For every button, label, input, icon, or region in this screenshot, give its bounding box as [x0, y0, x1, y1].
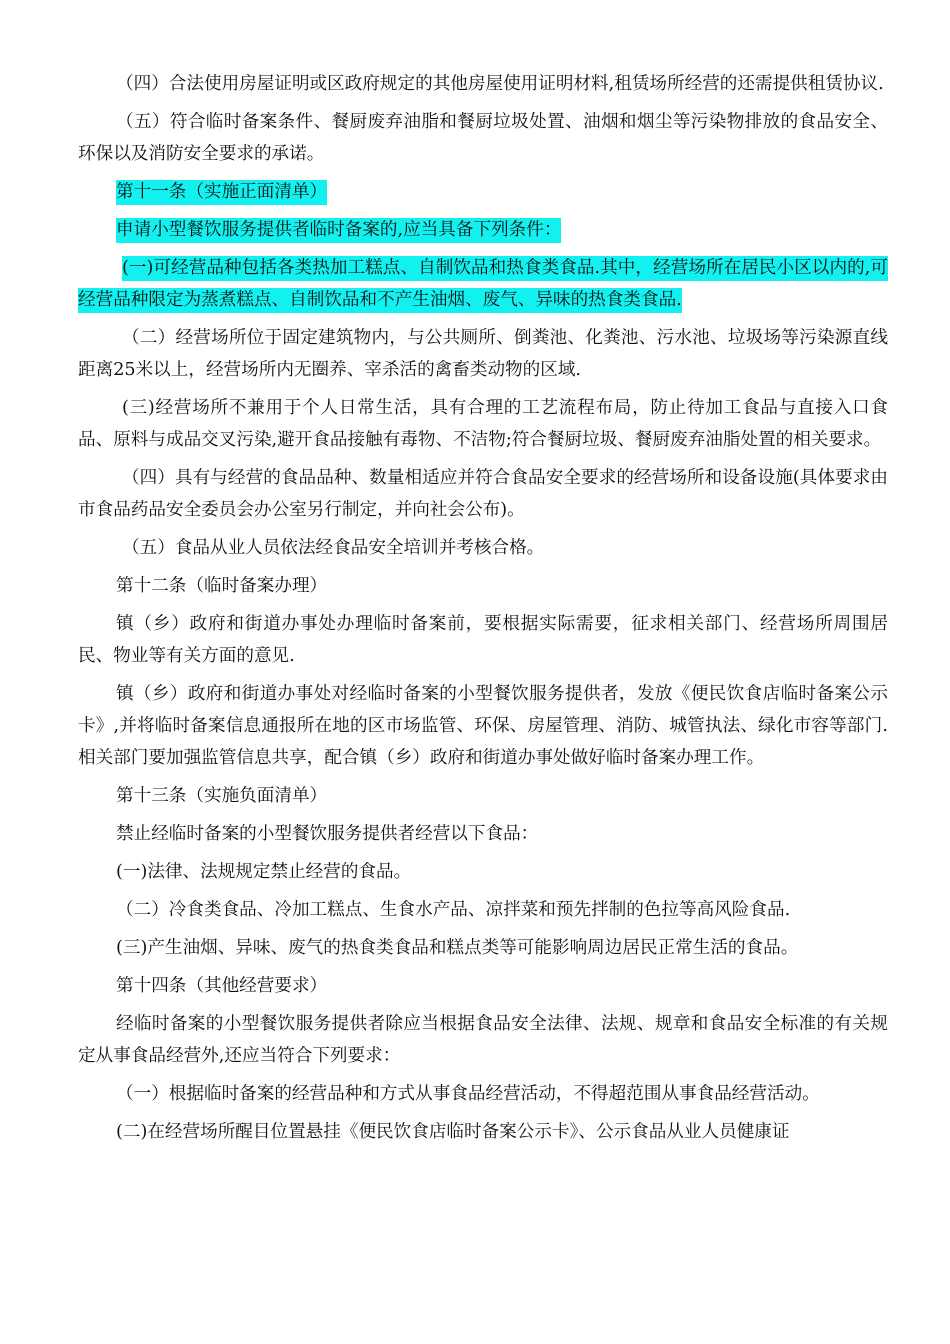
paragraph-text: 第十三条（实施负面清单） — [116, 786, 328, 806]
article-11-item-3 — [78, 392, 888, 456]
article-11-heading — [78, 176, 888, 208]
article-11-item-1 — [78, 252, 888, 316]
article-12-heading — [78, 570, 888, 602]
paragraph-text: 第十四条（其他经营要求） — [116, 976, 328, 996]
paragraph-text: （二）经营场所位于固定建筑物内，与公共厕所、倒粪池、化粪池、污水池、垃圾场等污染源直线距离25米以上，经营场所内无圈养、宰杀活的禽畜类动物的区域. — [78, 328, 888, 380]
paragraph-text: (三)经营场所不兼用于个人日常生活，具有合理的工艺流程布局，防止待加工食品与直接入口食品、原料与成品交叉污染,避开食品接触有毒物、不洁物;符合餐厨垃圾、餐厨废弃油脂处置的相关要求。 — [78, 398, 888, 450]
paragraph-text: 镇（乡）政府和街道办事处对经临时备案的小型餐饮服务提供者，发放《便民饮食店临时备案公示卡》,并将临时备案信息通报所在地的区市场监管、环保、房屋管理、消防、城管执法、绿化市容等部门.相关部门要加强监管信息共享，配合镇（乡）政府和街道办事处做好临时备案办理工作。 — [78, 684, 888, 768]
paragraph-text: （五）符合临时备案条件、餐厨废弃油脂和餐厨垃圾处置、油烟和烟尘等污染物排放的食品安全、环保以及消防安全要求的承诺。 — [78, 112, 888, 164]
article-11-intro — [78, 214, 888, 246]
paragraph-text: （四）合法使用房屋证明或区政府规定的其他房屋使用证明材料,租赁场所经营的还需提供租赁协议. — [116, 74, 884, 94]
article-11-item-2 — [78, 322, 888, 386]
article-13-item-1 — [78, 856, 888, 888]
highlighted-text: 第十一条（实施正面清单） — [116, 180, 327, 205]
paragraph-text: (三)产生油烟、异味、废气的热食类食品和糕点类等可能影响周边居民正常生活的食品。 — [116, 938, 799, 958]
article-13-intro — [78, 818, 888, 850]
article-11-item-5 — [78, 532, 888, 564]
paragraph-text: （二）冷食类食品、冷加工糕点、生食水产品、凉拌菜和预先拌制的色拉等高风险食品. — [116, 900, 791, 920]
paragraph-text: (一)法律、法规规定禁止经营的食品。 — [116, 862, 412, 882]
paragraph-text: 禁止经临时备案的小型餐饮服务提供者经营以下食品： — [116, 824, 539, 844]
article-13-item-3 — [78, 932, 888, 964]
article-14-intro — [78, 1008, 888, 1072]
article-11-item-4 — [78, 462, 888, 526]
article-14-item-1 — [78, 1078, 888, 1110]
paragraph-text: （四）具有与经营的食品品种、数量相适应并符合食品安全要求的经营场所和设备设施(具体要求由市食品药品安全委员会办公室另行制定，并向社会公布)。 — [78, 468, 888, 520]
paragraph-text: （五）食品从业人员依法经食品安全培训并考核合格。 — [122, 538, 545, 558]
paragraph-housing-proof — [78, 68, 888, 100]
paragraph-commitment — [78, 106, 888, 170]
article-14-heading — [78, 970, 888, 1002]
paragraph-text: 经临时备案的小型餐饮服务提供者除应当根据食品安全法律、法规、规章和食品安全标准的有关规定从事食品经营外,还应当符合下列要求： — [78, 1014, 888, 1066]
paragraph-text: （一）根据临时备案的经营品种和方式从事食品经营活动，不得超范围从事食品经营活动。 — [116, 1084, 820, 1104]
article-13-item-2 — [78, 894, 888, 926]
paragraph-text: 第十二条（临时备案办理） — [116, 576, 328, 596]
article-13-heading — [78, 780, 888, 812]
highlighted-text: 申请小型餐饮服务提供者临时备案的,应当具备下列条件： — [116, 218, 561, 243]
paragraph-text: 镇（乡）政府和街道办事处办理临时备案前，要根据实际需要，征求相关部门、经营场所周围居民、物业等有关方面的意见. — [78, 614, 888, 666]
highlighted-text: (一)可经营品种包括各类热加工糕点、自制饮品和热食类食品.其中，经营场所在居民小区以内的,可经营品种限定为蒸煮糕点、自制饮品和不产生油烟、废气、异味的热食类食品. — [78, 256, 888, 313]
paragraph-text: (二)在经营场所醒目位置悬挂《便民饮食店临时备案公示卡》、公示食品从业人员健康证 — [116, 1122, 790, 1142]
article-12-para-2 — [78, 678, 888, 774]
article-14-item-2 — [78, 1116, 888, 1148]
document-body — [78, 68, 888, 1154]
article-12-para-1 — [78, 608, 888, 672]
